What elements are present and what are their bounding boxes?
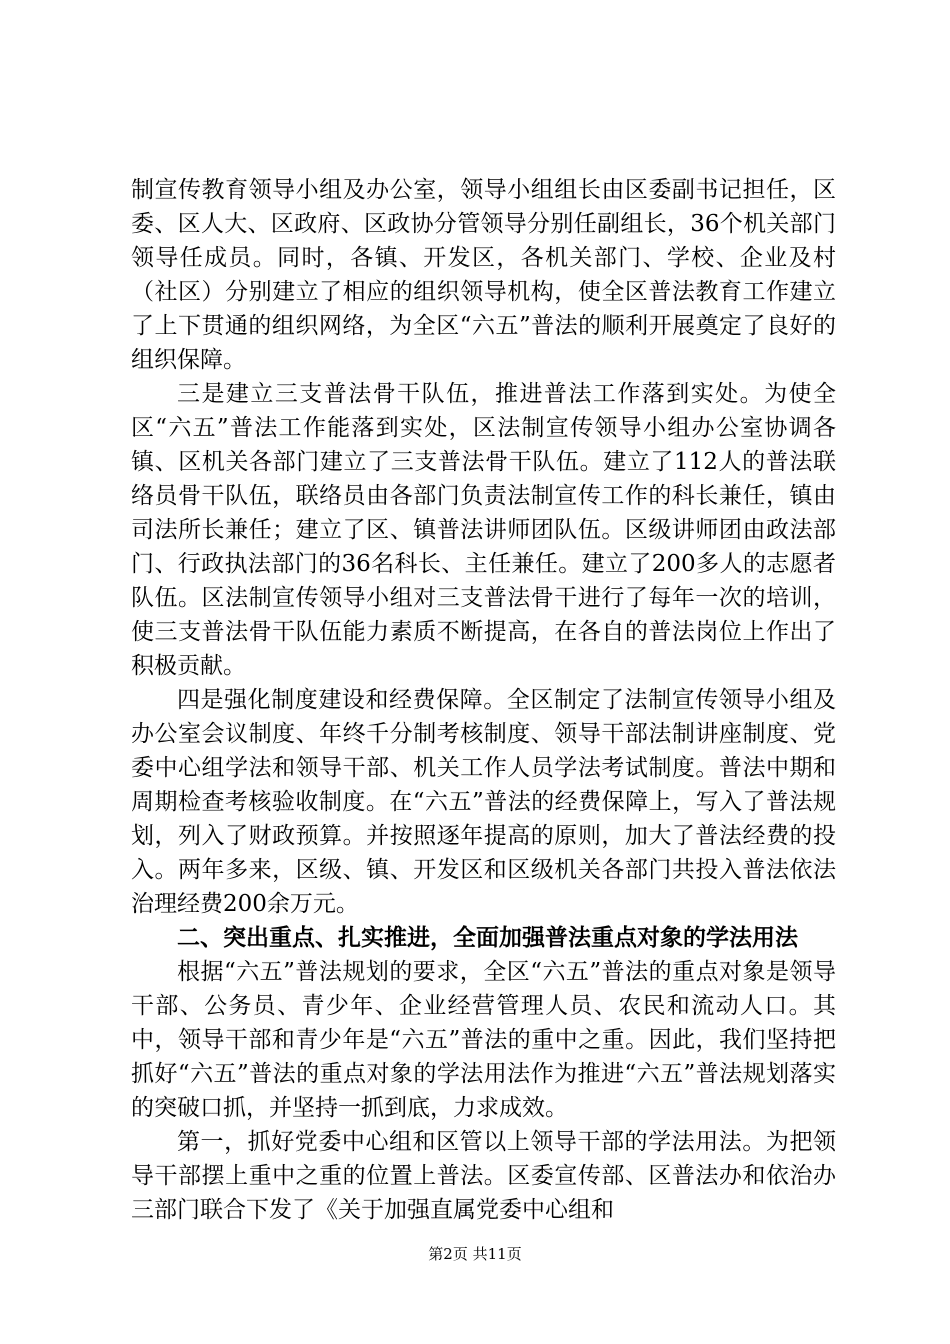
document-body: [131, 173, 836, 1227]
paragraph-2: 三是建立三支普法骨干队伍，推进普法工作落到实处。为使全区“六五”普法工作能落到实处，区法制宣传领导小组办公室协调各镇、区机关各部门建立了三支普法骨干队伍。建立了112人的普法联络员骨干队伍，联络员由各部门负责法制宣传工作的科长兼任，镇由司法所长兼任；建立了区、镇普法讲师团队伍。区级讲师团由政法部门、行政执法部门的36名科长、主任兼任。建立了200多人的志愿者队伍。区法制宣传领导小组对三支普法骨干进行了每年一次的培训，使三支普法骨干队伍能力素质不断提高，在各自的普法岗位上作出了积极贡献。: [131, 381, 836, 679]
paragraph-1: 制宣传教育领导小组及办公室，领导小组组长由区委副书记担任，区委、区人大、区政府、区政协分管领导分别任副组长，36个机关部门领导任成员。同时，各镇、开发区，各机关部门、学校、企业及村（社区）分别建立了相应的组织领导机构，使全区普法教育工作建立了上下贯通的组织网络，为全区“六五”普法的顺利开展奠定了良好的组织保障。: [131, 177, 836, 373]
paragraph-3: 四是强化制度建设和经费保障。全区制定了法制宣传领导小组及办公室会议制度、年终千分制考核制度、领导干部法制讲座制度、党委中心组学法和领导干部、机关工作人员学法考试制度。普法中期和周期检查考核验收制度。在“六五”普法的经费保障上，写入了普法规划，列入了财政预算。并按照逐年提高的原则，加大了普法经费的投入。两年多来，区级、镇、开发区和区级机关各部门共投入普法依法治理经费200余万元。: [131, 687, 836, 917]
page-number-footer: 第2页 共11页: [428, 1245, 522, 1263]
paragraph-5: 第一，抓好党委中心组和区管以上领导干部的学法用法。为把领导干部摆上重中之重的位置上普法。区委宣传部、区普法办和依治办三部门联合下发了《关于加强直属党委中心组和: [131, 1129, 836, 1223]
paragraph-4: 根据“六五”普法规划的要求，全区“六五”普法的重点对象是领导干部、公务员、青少年、企业经营管理人员、农民和流动人口。其中，领导干部和青少年是“六五”普法的重中之重。因此，我们坚持把抓好“六五”普法的重点对象的学法用法作为推进“六五”普法规划落实的突破口抓，并坚持一抓到底，力求成效。: [131, 959, 836, 1121]
section-heading: 二、突出重点、扎实推进，全面加强普法重点对象的学法用法: [177, 924, 798, 951]
